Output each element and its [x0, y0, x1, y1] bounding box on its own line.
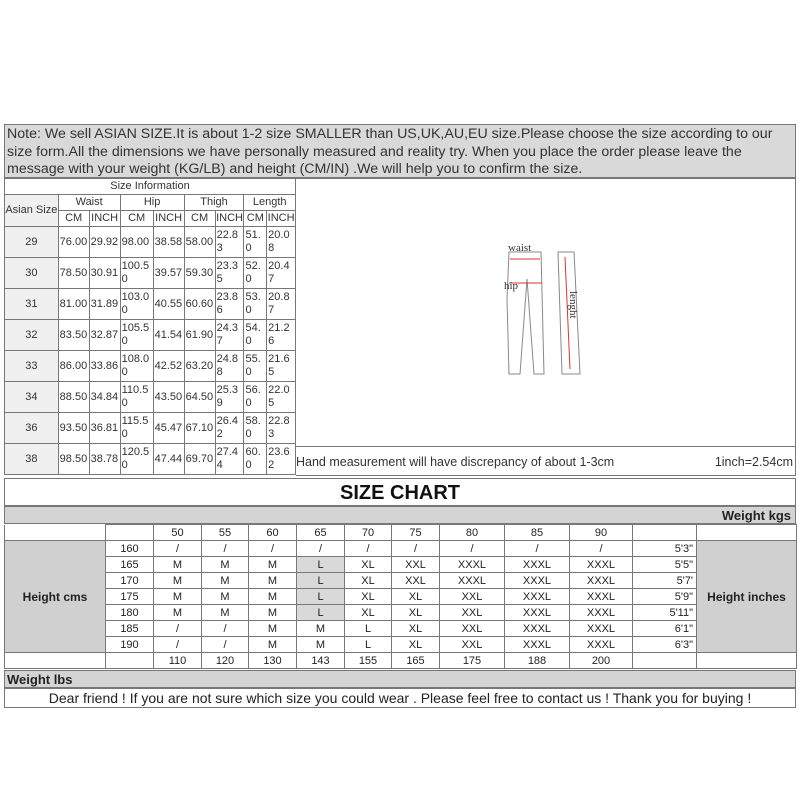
measurement-cell: 21.65	[267, 351, 296, 382]
size-chart-title: SIZE CHART	[4, 478, 796, 506]
height-cm-value: 180	[106, 605, 154, 621]
unit-header: CM	[184, 211, 215, 227]
weight-lbs-value: 200	[570, 653, 633, 669]
unit-header: CM	[244, 211, 267, 227]
height-inch-value: 5'7'	[633, 573, 697, 589]
weight-lbs-row	[5, 653, 797, 669]
measurement-cell: 24.37	[215, 320, 244, 351]
asian-size-value: 34	[5, 382, 59, 413]
measurement-cell: 60.60	[184, 289, 215, 320]
size-cell: XL	[345, 605, 392, 621]
size-row	[5, 413, 296, 444]
size-cell: M	[249, 557, 297, 573]
size-cell: /	[249, 541, 297, 557]
size-information-table	[4, 178, 296, 475]
size-note: Note: We sell ASIAN SIZE.It is about 1-2 size SMALLER than US,UK,AU,EU size.Please choose the size according to our size form.All the dimensions we have personally measured and reality try. When you place the order please leave the message with your weight (KG/LB) and height (CM/IN) .We will help you to confirm the size.	[4, 124, 796, 178]
weight-kg-value: 60	[249, 525, 297, 541]
size-cell: XXXL	[570, 589, 633, 605]
size-cell: XXXL	[570, 637, 633, 653]
weight-lbs-label: Weight lbs	[4, 670, 796, 688]
measurement-cell: 29.92	[89, 227, 120, 258]
measurement-cell: 115.50	[120, 413, 153, 444]
measurement-cell: 33.86	[89, 351, 120, 382]
size-cell: M	[249, 637, 297, 653]
measurement-cell: 31.89	[89, 289, 120, 320]
height-row	[5, 557, 797, 573]
height-cm-value: 185	[106, 621, 154, 637]
measurement-cell: 38.58	[153, 227, 184, 258]
height-cm-value: 170	[106, 573, 154, 589]
height-row	[5, 589, 797, 605]
size-cell: M	[154, 605, 202, 621]
size-cell: M	[297, 637, 345, 653]
measurement-cell: 81.00	[58, 289, 89, 320]
size-chart-table	[4, 524, 797, 669]
weight-kgs-label: Weight kgs	[4, 506, 796, 524]
measurement-cell: 21.26	[267, 320, 296, 351]
measurement-cell: 42.52	[153, 351, 184, 382]
waist-label: waist	[508, 242, 532, 254]
thigh-header: Thigh	[184, 195, 244, 211]
length-header: Length	[244, 195, 296, 211]
weight-lbs-value: 175	[440, 653, 505, 669]
size-cell: XXXL	[505, 637, 570, 653]
size-cell: M	[249, 573, 297, 589]
size-cell: XL	[345, 573, 392, 589]
size-cell: XXXL	[570, 557, 633, 573]
height-cms-label: Height cms	[5, 541, 106, 653]
size-cell: XL	[392, 621, 440, 637]
height-inch-value: 6'3"	[633, 637, 697, 653]
weight-kg-value: 85	[505, 525, 570, 541]
size-cell: /	[202, 637, 249, 653]
pants-diagram-area	[296, 178, 796, 446]
measurement-cell: 120.50	[120, 444, 153, 475]
measurement-cell: 47.44	[153, 444, 184, 475]
size-row	[5, 382, 296, 413]
measurement-cell: 98.00	[120, 227, 153, 258]
measurement-cell: 22.05	[267, 382, 296, 413]
measurement-cell: 23.35	[215, 258, 244, 289]
asian-size-value: 36	[5, 413, 59, 444]
measurement-cell: 61.90	[184, 320, 215, 351]
measurement-cell: 69.70	[184, 444, 215, 475]
size-cell: XXL	[440, 589, 505, 605]
size-cell: XXXL	[440, 573, 505, 589]
asian-size-value: 31	[5, 289, 59, 320]
inch-conversion: 1inch=2.54cm	[714, 455, 793, 469]
size-info-title: Size Information	[5, 179, 296, 195]
asian-size-value: 30	[5, 258, 59, 289]
measurement-cell: 23.86	[215, 289, 244, 320]
size-cell: XL	[392, 589, 440, 605]
measurement-cell: 53.0	[244, 289, 267, 320]
size-cell: /	[297, 541, 345, 557]
size-cell: L	[345, 637, 392, 653]
measurement-cell: 63.20	[184, 351, 215, 382]
hip-header: Hip	[120, 195, 184, 211]
weight-lbs-value: 155	[345, 653, 392, 669]
height-row	[5, 605, 797, 621]
weight-kg-value: 75	[392, 525, 440, 541]
measurement-cell: 22.83	[267, 413, 296, 444]
length-label: lenght	[567, 291, 579, 319]
weight-lbs-value: 143	[297, 653, 345, 669]
measurement-cell: 34.84	[89, 382, 120, 413]
height-cm-value: 160	[106, 541, 154, 557]
size-cell: /	[570, 541, 633, 557]
size-row	[5, 227, 296, 258]
height-inch-value: 5'11"	[633, 605, 697, 621]
weight-lbs-value: 110	[154, 653, 202, 669]
size-cell: M	[202, 589, 249, 605]
weight-kg-value: 80	[440, 525, 505, 541]
height-cm-value: 175	[106, 589, 154, 605]
unit-header: INCH	[267, 211, 296, 227]
size-cell: XXXL	[505, 621, 570, 637]
size-cell: M	[202, 605, 249, 621]
size-cell: /	[392, 541, 440, 557]
measurement-cell: 108.00	[120, 351, 153, 382]
size-row	[5, 320, 296, 351]
height-cm-value: 165	[106, 557, 154, 573]
weight-kg-value: 70	[345, 525, 392, 541]
size-row	[5, 289, 296, 320]
asian-size-value: 32	[5, 320, 59, 351]
size-cell: L	[297, 557, 345, 573]
asian-size-value: 38	[5, 444, 59, 475]
measurement-cell: 24.88	[215, 351, 244, 382]
measurement-cell: 39.57	[153, 258, 184, 289]
measurement-cell: 32.87	[89, 320, 120, 351]
size-cell: XL	[345, 557, 392, 573]
size-cell: XXXL	[570, 573, 633, 589]
measurement-cell: 64.50	[184, 382, 215, 413]
size-cell: XXXL	[505, 557, 570, 573]
asian-size-value: 33	[5, 351, 59, 382]
hip-label: hip	[504, 280, 519, 292]
size-cell: XXXL	[505, 573, 570, 589]
height-row	[5, 637, 797, 653]
size-cell: XXXL	[505, 605, 570, 621]
asian-size-header: Asian Size	[5, 195, 59, 227]
size-cell: /	[202, 621, 249, 637]
measurement-cell: 98.50	[58, 444, 89, 475]
weight-lbs-value: 165	[392, 653, 440, 669]
measurement-cell: 100.50	[120, 258, 153, 289]
measurement-cell: 40.55	[153, 289, 184, 320]
weight-kg-value: 65	[297, 525, 345, 541]
waist-header: Waist	[58, 195, 120, 211]
weight-kg-value: 50	[154, 525, 202, 541]
size-cell: /	[154, 621, 202, 637]
size-cell: M	[202, 557, 249, 573]
size-cell: /	[154, 637, 202, 653]
height-inch-value: 5'3"	[633, 541, 697, 557]
measurement-cell: 78.50	[58, 258, 89, 289]
size-row	[5, 258, 296, 289]
size-cell: /	[440, 541, 505, 557]
size-cell: XL	[345, 589, 392, 605]
measurement-cell: 51.0	[244, 227, 267, 258]
size-cell: /	[505, 541, 570, 557]
measurement-cell: 103.00	[120, 289, 153, 320]
measurement-cell: 60.0	[244, 444, 267, 475]
measurement-cell: 105.50	[120, 320, 153, 351]
asian-size-value: 29	[5, 227, 59, 258]
size-cell: /	[345, 541, 392, 557]
size-cell: XXL	[392, 557, 440, 573]
size-cell: XXL	[440, 637, 505, 653]
height-row	[5, 573, 797, 589]
size-cell: L	[345, 621, 392, 637]
measurement-cell: 55.0	[244, 351, 267, 382]
measurement-cell: 20.08	[267, 227, 296, 258]
measurement-cell: 76.00	[58, 227, 89, 258]
height-row	[5, 541, 797, 557]
height-inch-value: 5'5"	[633, 557, 697, 573]
size-row	[5, 444, 296, 475]
unit-header: CM	[58, 211, 89, 227]
size-cell: XXL	[392, 573, 440, 589]
measurement-cell: 52.0	[244, 258, 267, 289]
measurement-cell: 43.50	[153, 382, 184, 413]
height-inches-label: Height inches	[697, 541, 797, 653]
height-inch-value: 6'1"	[633, 621, 697, 637]
size-cell: /	[202, 541, 249, 557]
unit-header: CM	[120, 211, 153, 227]
measurement-cell: 36.81	[89, 413, 120, 444]
pants-diagram	[296, 179, 796, 447]
size-cell: XL	[392, 637, 440, 653]
footer-message: Dear friend ! If you are not sure which size you could wear . Please feel free to contact us ! Thank you for buying !	[4, 688, 796, 708]
measurement-cell: 59.30	[184, 258, 215, 289]
measurement-cell: 110.50	[120, 382, 153, 413]
measurement-cell: 93.50	[58, 413, 89, 444]
size-cell: M	[297, 621, 345, 637]
size-cell: XXXL	[505, 589, 570, 605]
weight-kg-value: 55	[202, 525, 249, 541]
size-row	[5, 351, 296, 382]
size-cell: L	[297, 589, 345, 605]
measurement-cell: 67.10	[184, 413, 215, 444]
measurement-cell: 54.0	[244, 320, 267, 351]
size-cell: M	[249, 605, 297, 621]
size-cell: XXL	[440, 621, 505, 637]
hand-note-text: Hand measurement will have discrepancy of about 1-3cm	[296, 455, 615, 469]
size-cell: M	[154, 557, 202, 573]
size-cell: XL	[392, 605, 440, 621]
hand-measurement-note	[296, 446, 796, 476]
size-cell: L	[297, 605, 345, 621]
size-cell: M	[202, 573, 249, 589]
measurement-cell: 20.47	[267, 258, 296, 289]
measurement-cell: 23.62	[267, 444, 296, 475]
size-cell: XXXL	[570, 605, 633, 621]
size-cell: XXXL	[570, 621, 633, 637]
measurement-cell: 20.87	[267, 289, 296, 320]
size-cell: M	[154, 589, 202, 605]
height-row	[5, 621, 797, 637]
size-cell: M	[249, 589, 297, 605]
height-cm-value: 190	[106, 637, 154, 653]
weight-kg-value: 90	[570, 525, 633, 541]
measurement-cell: 58.00	[184, 227, 215, 258]
weight-kg-row	[5, 525, 797, 541]
measurement-cell: 38.78	[89, 444, 120, 475]
measurement-cell: 45.47	[153, 413, 184, 444]
size-cell: XXXL	[440, 557, 505, 573]
height-inch-value: 5'9"	[633, 589, 697, 605]
measurement-cell: 56.0	[244, 382, 267, 413]
weight-lbs-value: 188	[505, 653, 570, 669]
weight-lbs-value: 130	[249, 653, 297, 669]
measurement-cell: 88.50	[58, 382, 89, 413]
measurement-cell: 83.50	[58, 320, 89, 351]
unit-header: INCH	[89, 211, 120, 227]
size-cell: M	[249, 621, 297, 637]
measurement-cell: 26.42	[215, 413, 244, 444]
measurement-cell: 22.83	[215, 227, 244, 258]
measurement-cell: 86.00	[58, 351, 89, 382]
unit-header: INCH	[153, 211, 184, 227]
measurement-cell: 30.91	[89, 258, 120, 289]
measurement-cell: 27.44	[215, 444, 244, 475]
measurement-cell: 25.39	[215, 382, 244, 413]
size-cell: XXL	[440, 605, 505, 621]
weight-lbs-value: 120	[202, 653, 249, 669]
measurement-cell: 58.0	[244, 413, 267, 444]
unit-header: INCH	[215, 211, 244, 227]
size-cell: L	[297, 573, 345, 589]
size-cell: /	[154, 541, 202, 557]
measurement-cell: 41.54	[153, 320, 184, 351]
size-cell: M	[154, 573, 202, 589]
